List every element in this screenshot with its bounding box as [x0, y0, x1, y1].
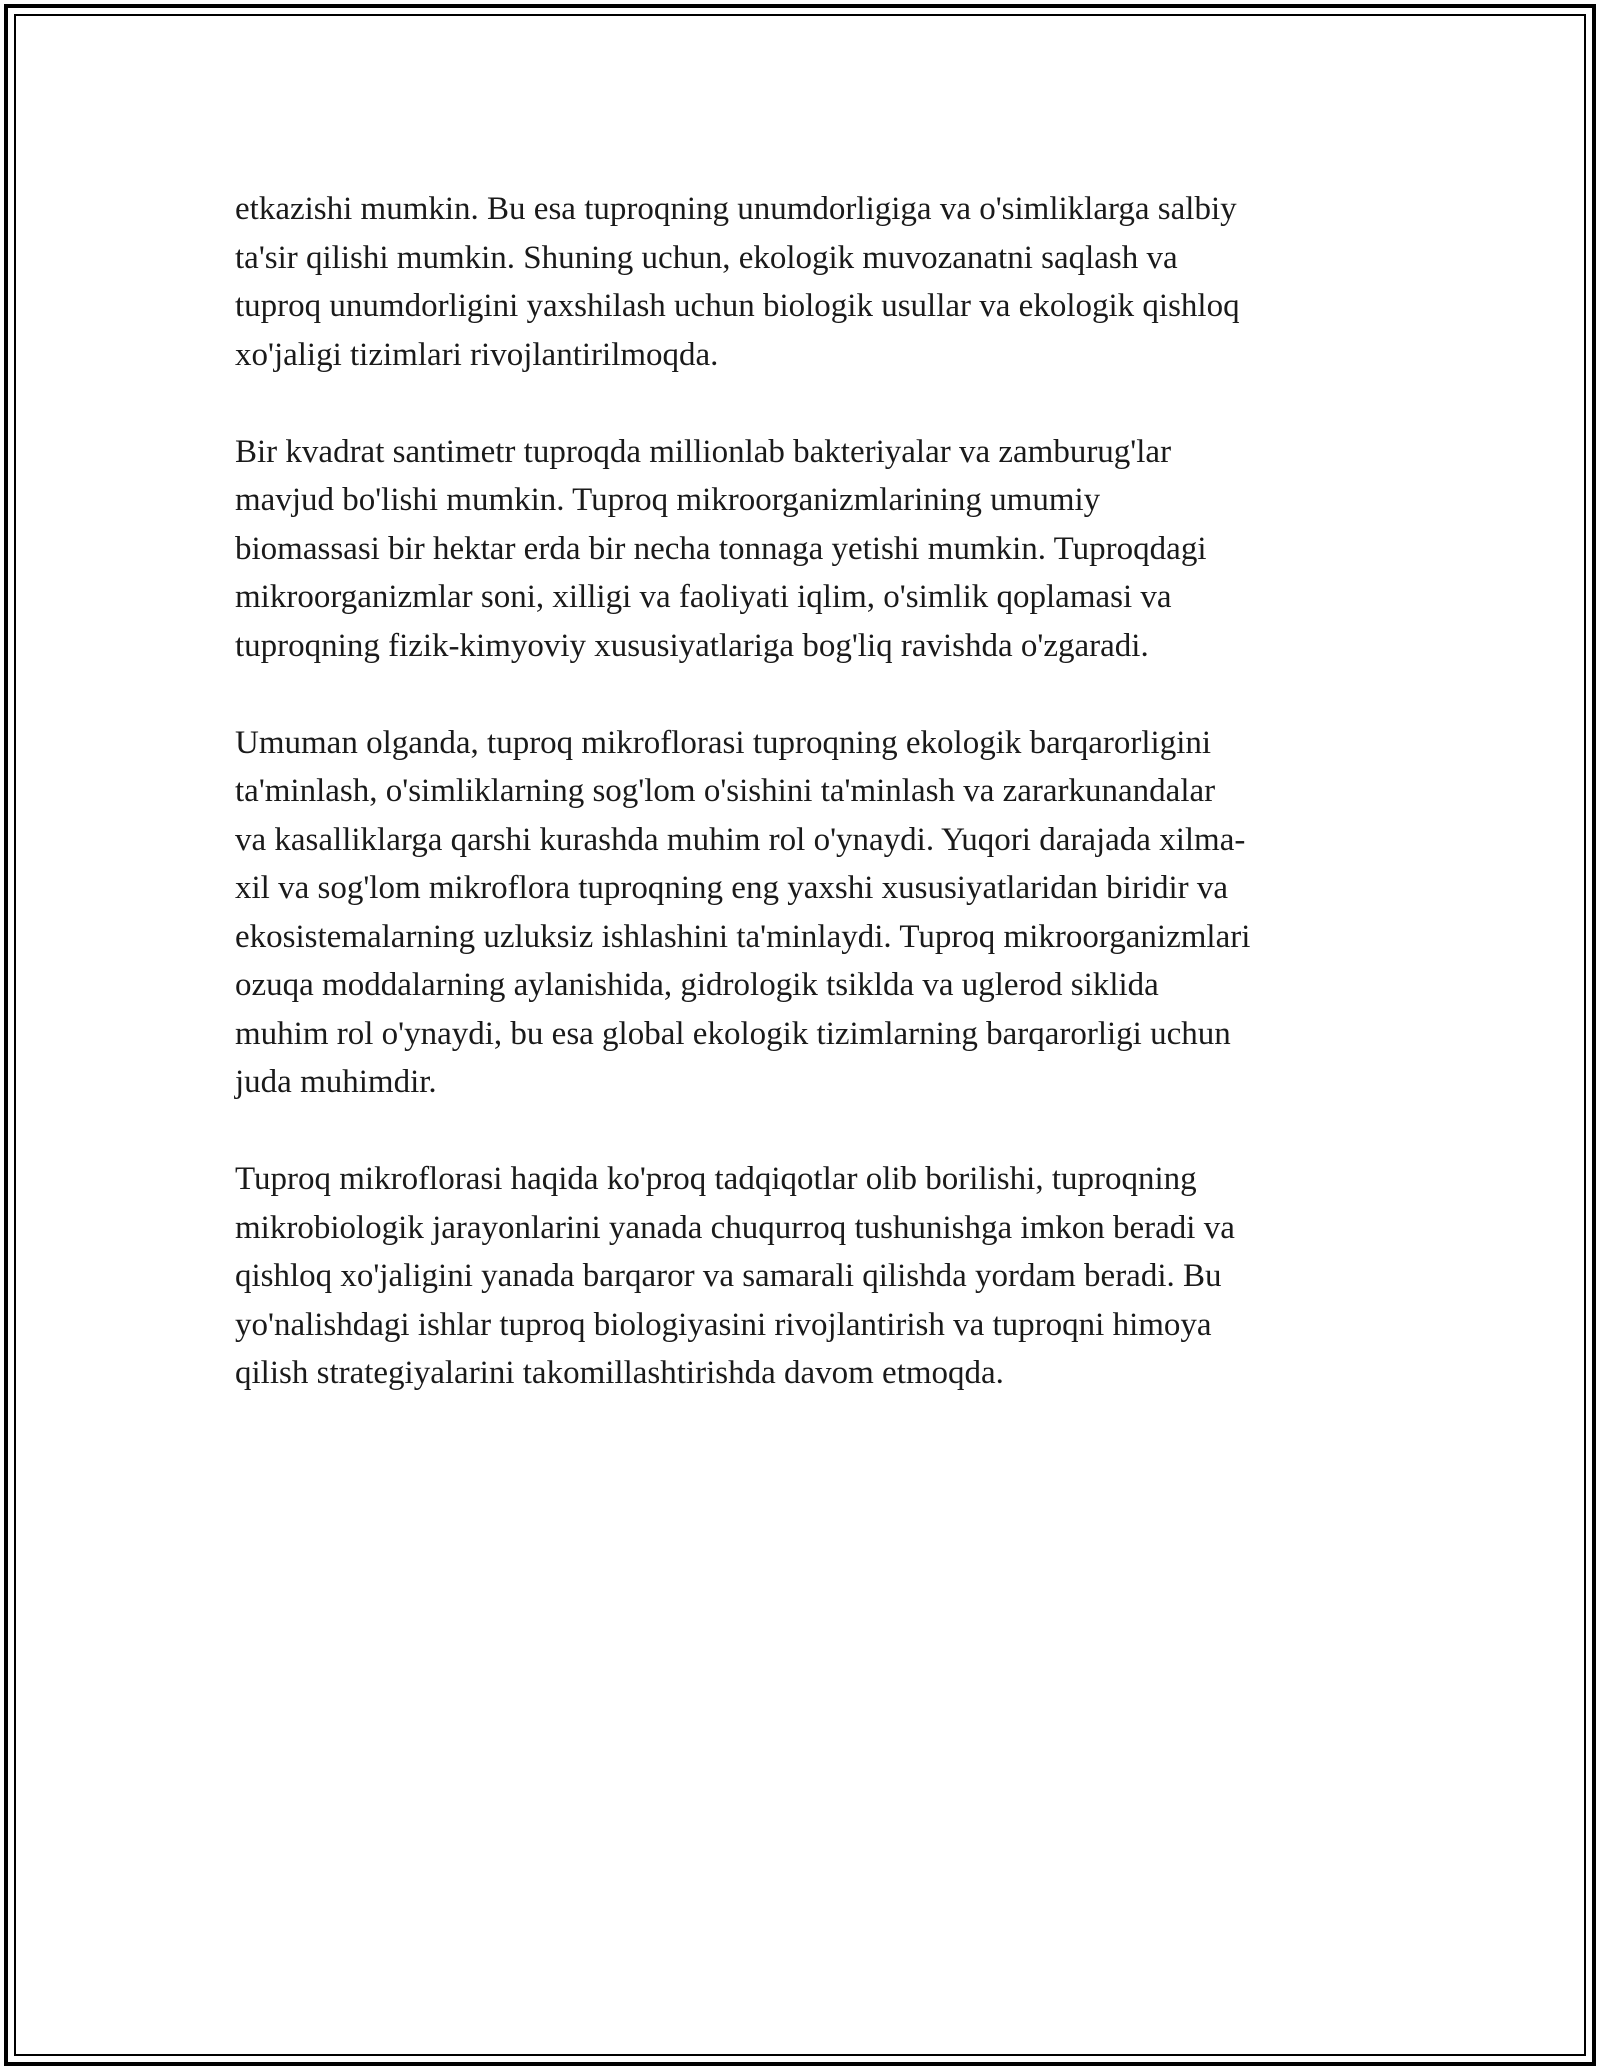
text-line: biomassasi bir hektar erda bir necha tonnaga yetishi mumkin. Tuproqdagi: [235, 530, 1207, 567]
text-line: Tuproq mikroflorasi haqida ko'proq tadqiqotlar olib borilishi, tuproqning: [235, 1161, 1197, 1197]
text-line: mavjud bo'lishi mumkin. Tuproq mikroorganizmlarining umumiy: [235, 482, 1101, 518]
text-line: yo'nalishdagi ishlar tuproq biologiyasini rivojlantirish va tuproqni himoya: [235, 1306, 1212, 1343]
text-line: Umuman olganda, tuproq mikroflorasi tuproqning ekologik barqarorligini: [235, 724, 1212, 761]
text-line: xo'jaligi tizimlari rivojlantirilmoqda.: [235, 336, 719, 373]
text-line: ozuqa moddalarning aylanishida, gidrologik tsiklda va uglerod siklida: [235, 967, 1159, 1003]
text-line: tuproq unumdorligini yaxshilash uchun biologik usullar va ekologik qishloq: [235, 288, 1240, 324]
text-line: juda muhimdir.: [235, 1064, 437, 1100]
text-line: muhim rol o'ynaydi, bu esa global ekologik tizimlarning barqarorligi uchun: [235, 1015, 1231, 1052]
paragraph-1: [235, 185, 1375, 379]
text-line: mikrobiologik jarayonlarini yanada chuqurroq tushunishga imkon beradi va: [235, 1209, 1235, 1246]
paragraph-3: [235, 719, 1375, 1107]
text-line: Bir kvadrat santimetr tuproqda millionlab bakteriyalar va zamburug'lar: [235, 433, 1172, 470]
text-line: xil va sog'lom mikroflora tuproqning eng yaxshi xususiyatlaridan biridir va: [235, 870, 1229, 906]
text-line: va kasalliklarga qarshi kurashda muhim rol o'ynaydi. Yuqori darajada xilma-: [235, 821, 1246, 858]
text-line: mikroorganizmlar soni, xilligi va faoliyati iqlim, o'simlik qoplamasi va: [235, 579, 1172, 615]
text-line: etkazishi mumkin. Bu esa tuproqning unumdorligiga va o'simliklarga salbiy: [235, 191, 1237, 227]
text-line: qilish strategiyalarini takomillashtirishda davom etmoqda.: [235, 1355, 1004, 1391]
text-line: tuproqning fizik-kimyoviy xususiyatlariga bog'liq ravishda o'zgaradi.: [235, 627, 1149, 664]
document-body: [235, 185, 1375, 1446]
paragraph-4: [235, 1155, 1375, 1398]
text-line: ekosistemalarning uzluksiz ishlashini ta'minlaydi. Tuproq mikroorganizmlari: [235, 918, 1251, 955]
paragraph-2: [235, 428, 1375, 671]
text-line: qishloq xo'jaligini yanada barqaror va samarali qilishda yordam beradi. Bu: [235, 1258, 1222, 1294]
text-line: ta'minlash, o'simliklarning sog'lom o'sishini ta'minlash va zararkunandalar: [235, 773, 1216, 809]
text-line: ta'sir qilishi mumkin. Shuning uchun, ekologik muvozanatni saqlash va: [235, 239, 1178, 276]
